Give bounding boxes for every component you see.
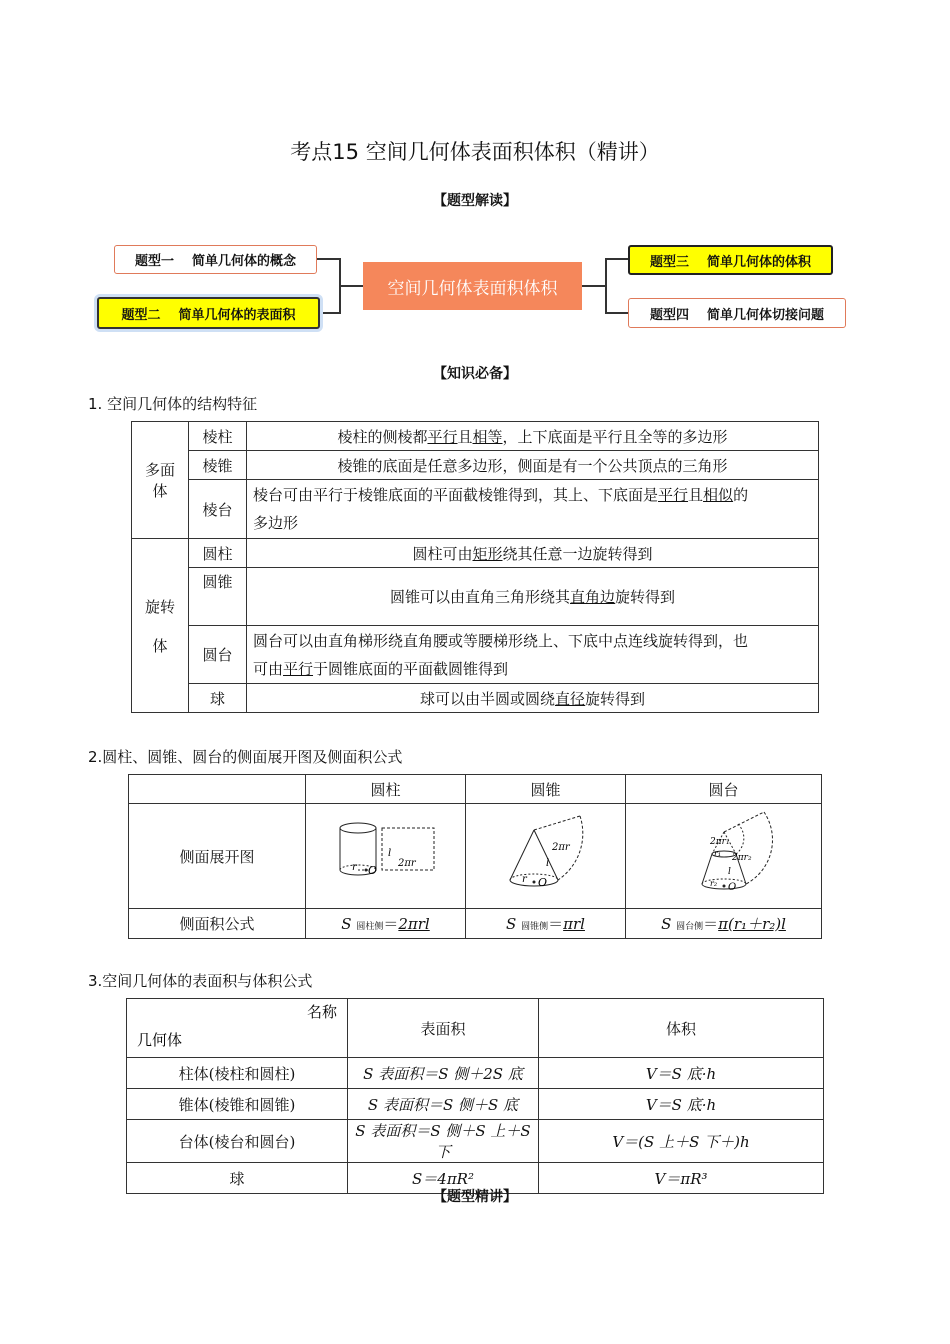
label-O-cone: O xyxy=(538,876,548,889)
area-volume-table xyxy=(126,998,824,1194)
cell-truncated-cone: 圆台 xyxy=(189,626,247,684)
cell-prism: 棱柱 xyxy=(189,422,247,451)
row-sphere-volume: V＝πR³ xyxy=(539,1163,824,1194)
cell-truncated-cone-desc: 圆台可以由直角梯形绕直角腰或等腰梯形绕上、下底中点连线旋转得到，也 可由平行于圆锥底面的平面截圆锥得到 xyxy=(247,626,819,684)
label-O-frustum: O xyxy=(728,882,737,893)
row-frustum-volume: V＝(S 上＋S 下＋)h xyxy=(539,1120,824,1163)
cell-cone-desc: 圆锥可以由直角三角形绕其直角边旋转得到 xyxy=(247,568,819,626)
section-knowledge-heading: 【知识必备】 xyxy=(433,366,517,382)
lateral-table xyxy=(128,774,822,939)
mindmap-topic-1: 题型一 简单几何体的概念 xyxy=(114,245,317,274)
cell-sphere-desc: 球可以由半圆或圆绕直径旋转得到 xyxy=(247,684,819,713)
header-diagonal xyxy=(127,999,348,1058)
cell-cylinder: 圆柱 xyxy=(189,539,247,568)
group-solid-revolution: 旋转 体 xyxy=(132,539,189,713)
label-2pir2: 2πr₂ xyxy=(732,853,752,863)
row-net-label: 侧面展开图 xyxy=(129,804,306,909)
label-l-frustum: l xyxy=(728,867,731,877)
row-prism-name: 柱体(棱柱和圆柱) xyxy=(127,1058,348,1089)
label-r2: r₂ xyxy=(710,879,718,888)
row-formula-label: 侧面积公式 xyxy=(129,909,306,939)
cell-cylinder-desc: 圆柱可由矩形绕其任意一边旋转得到 xyxy=(247,539,819,568)
cell-frustum-net xyxy=(626,804,822,909)
frustum-net-figure xyxy=(626,804,821,904)
page-title: 考点15 空间几何体表面积体积（精讲） xyxy=(290,140,660,164)
header-cylinder: 圆柱 xyxy=(306,775,466,804)
label-l-cone: l xyxy=(546,858,550,869)
label-O: O xyxy=(368,864,378,877)
label-r-cone: r xyxy=(522,874,527,885)
cell-cone-net xyxy=(466,804,626,909)
row-frustum-area: S 表面积＝S 侧＋S 上＋S 下 xyxy=(348,1120,539,1163)
row-prism-volume: V＝S 底·h xyxy=(539,1058,824,1089)
cell-pyramid-desc: 棱锥的底面是任意多边形，侧面是有一个公共顶点的三角形 xyxy=(247,451,819,480)
heading-lateral: 2.圆柱、圆锥、圆台的侧面展开图及侧面积公式 xyxy=(88,748,403,766)
cell-cone: 圆锥 xyxy=(189,568,247,626)
label-r1: r₁ xyxy=(714,849,722,858)
mindmap-topic-2: 题型二 简单几何体的表面积 xyxy=(97,297,320,329)
section-lecture-heading: 【题型精讲】 xyxy=(433,1189,517,1205)
row-pyramid-name: 锥体(棱锥和圆锥) xyxy=(127,1089,348,1120)
cell-cylinder-net xyxy=(306,804,466,909)
row-prism-area: S 表面积＝S 侧＋2S 底 xyxy=(348,1058,539,1089)
diagonal-header xyxy=(127,999,347,1057)
cell-frustum: 棱台 xyxy=(189,480,247,539)
cell-frustum-desc: 棱台可由平行于棱锥底面的平面截棱锥得到，其上、下底面是平行且相似的 多边形 xyxy=(247,480,819,539)
heading-structure: 1. 空间几何体的结构特征 xyxy=(88,395,258,413)
header-blank xyxy=(129,775,306,804)
label-2pir: 2πr xyxy=(398,858,416,869)
cell-prism-desc: 棱柱的侧棱都平行且相等，上下底面是平行且全等的多边形 xyxy=(247,422,819,451)
formula-cone: S 圆锥侧＝πrl xyxy=(466,909,626,939)
mindmap-center: 空间几何体表面积体积 xyxy=(363,262,582,310)
cylinder-net-figure xyxy=(306,804,465,904)
row-pyramid-volume: V＝S 底·h xyxy=(539,1089,824,1120)
cone-net-figure xyxy=(466,804,625,904)
mindmap-topic-3: 题型三 简单几何体的体积 xyxy=(628,245,833,275)
row-sphere-name: 球 xyxy=(127,1163,348,1194)
cell-sphere: 球 xyxy=(189,684,247,713)
row-pyramid-area: S 表面积＝S 侧＋S 底 xyxy=(348,1089,539,1120)
header-geometry: 几何体 xyxy=(137,1031,183,1049)
row-sphere-area: S＝4πR² xyxy=(348,1163,539,1194)
header-cone: 圆锥 xyxy=(466,775,626,804)
header-name: 名称 xyxy=(307,1003,338,1021)
header-volume: 体积 xyxy=(539,999,824,1058)
formula-truncated-cone: S 圆台侧＝π(r₁＋r₂)l xyxy=(626,909,822,939)
label-2pir1: 2πr₁ xyxy=(710,837,730,847)
heading-area-volume: 3.空间几何体的表面积与体积公式 xyxy=(88,972,313,990)
label-2pir-cone: 2πr xyxy=(552,842,570,853)
section-reading-heading: 【题型解读】 xyxy=(433,193,517,209)
row-frustum-name: 台体(棱台和圆台) xyxy=(127,1120,348,1163)
label-l: l xyxy=(388,848,392,859)
label-r: r xyxy=(352,862,357,873)
structure-table xyxy=(131,421,819,713)
formula-cylinder: S 圆柱侧＝2πrl xyxy=(306,909,466,939)
mindmap-topic-4: 题型四 简单几何体切接问题 xyxy=(628,298,846,328)
header-truncated-cone: 圆台 xyxy=(626,775,822,804)
group-polyhedron: 多面 体 xyxy=(132,422,189,539)
header-area: 表面积 xyxy=(348,999,539,1058)
cell-pyramid: 棱锥 xyxy=(189,451,247,480)
